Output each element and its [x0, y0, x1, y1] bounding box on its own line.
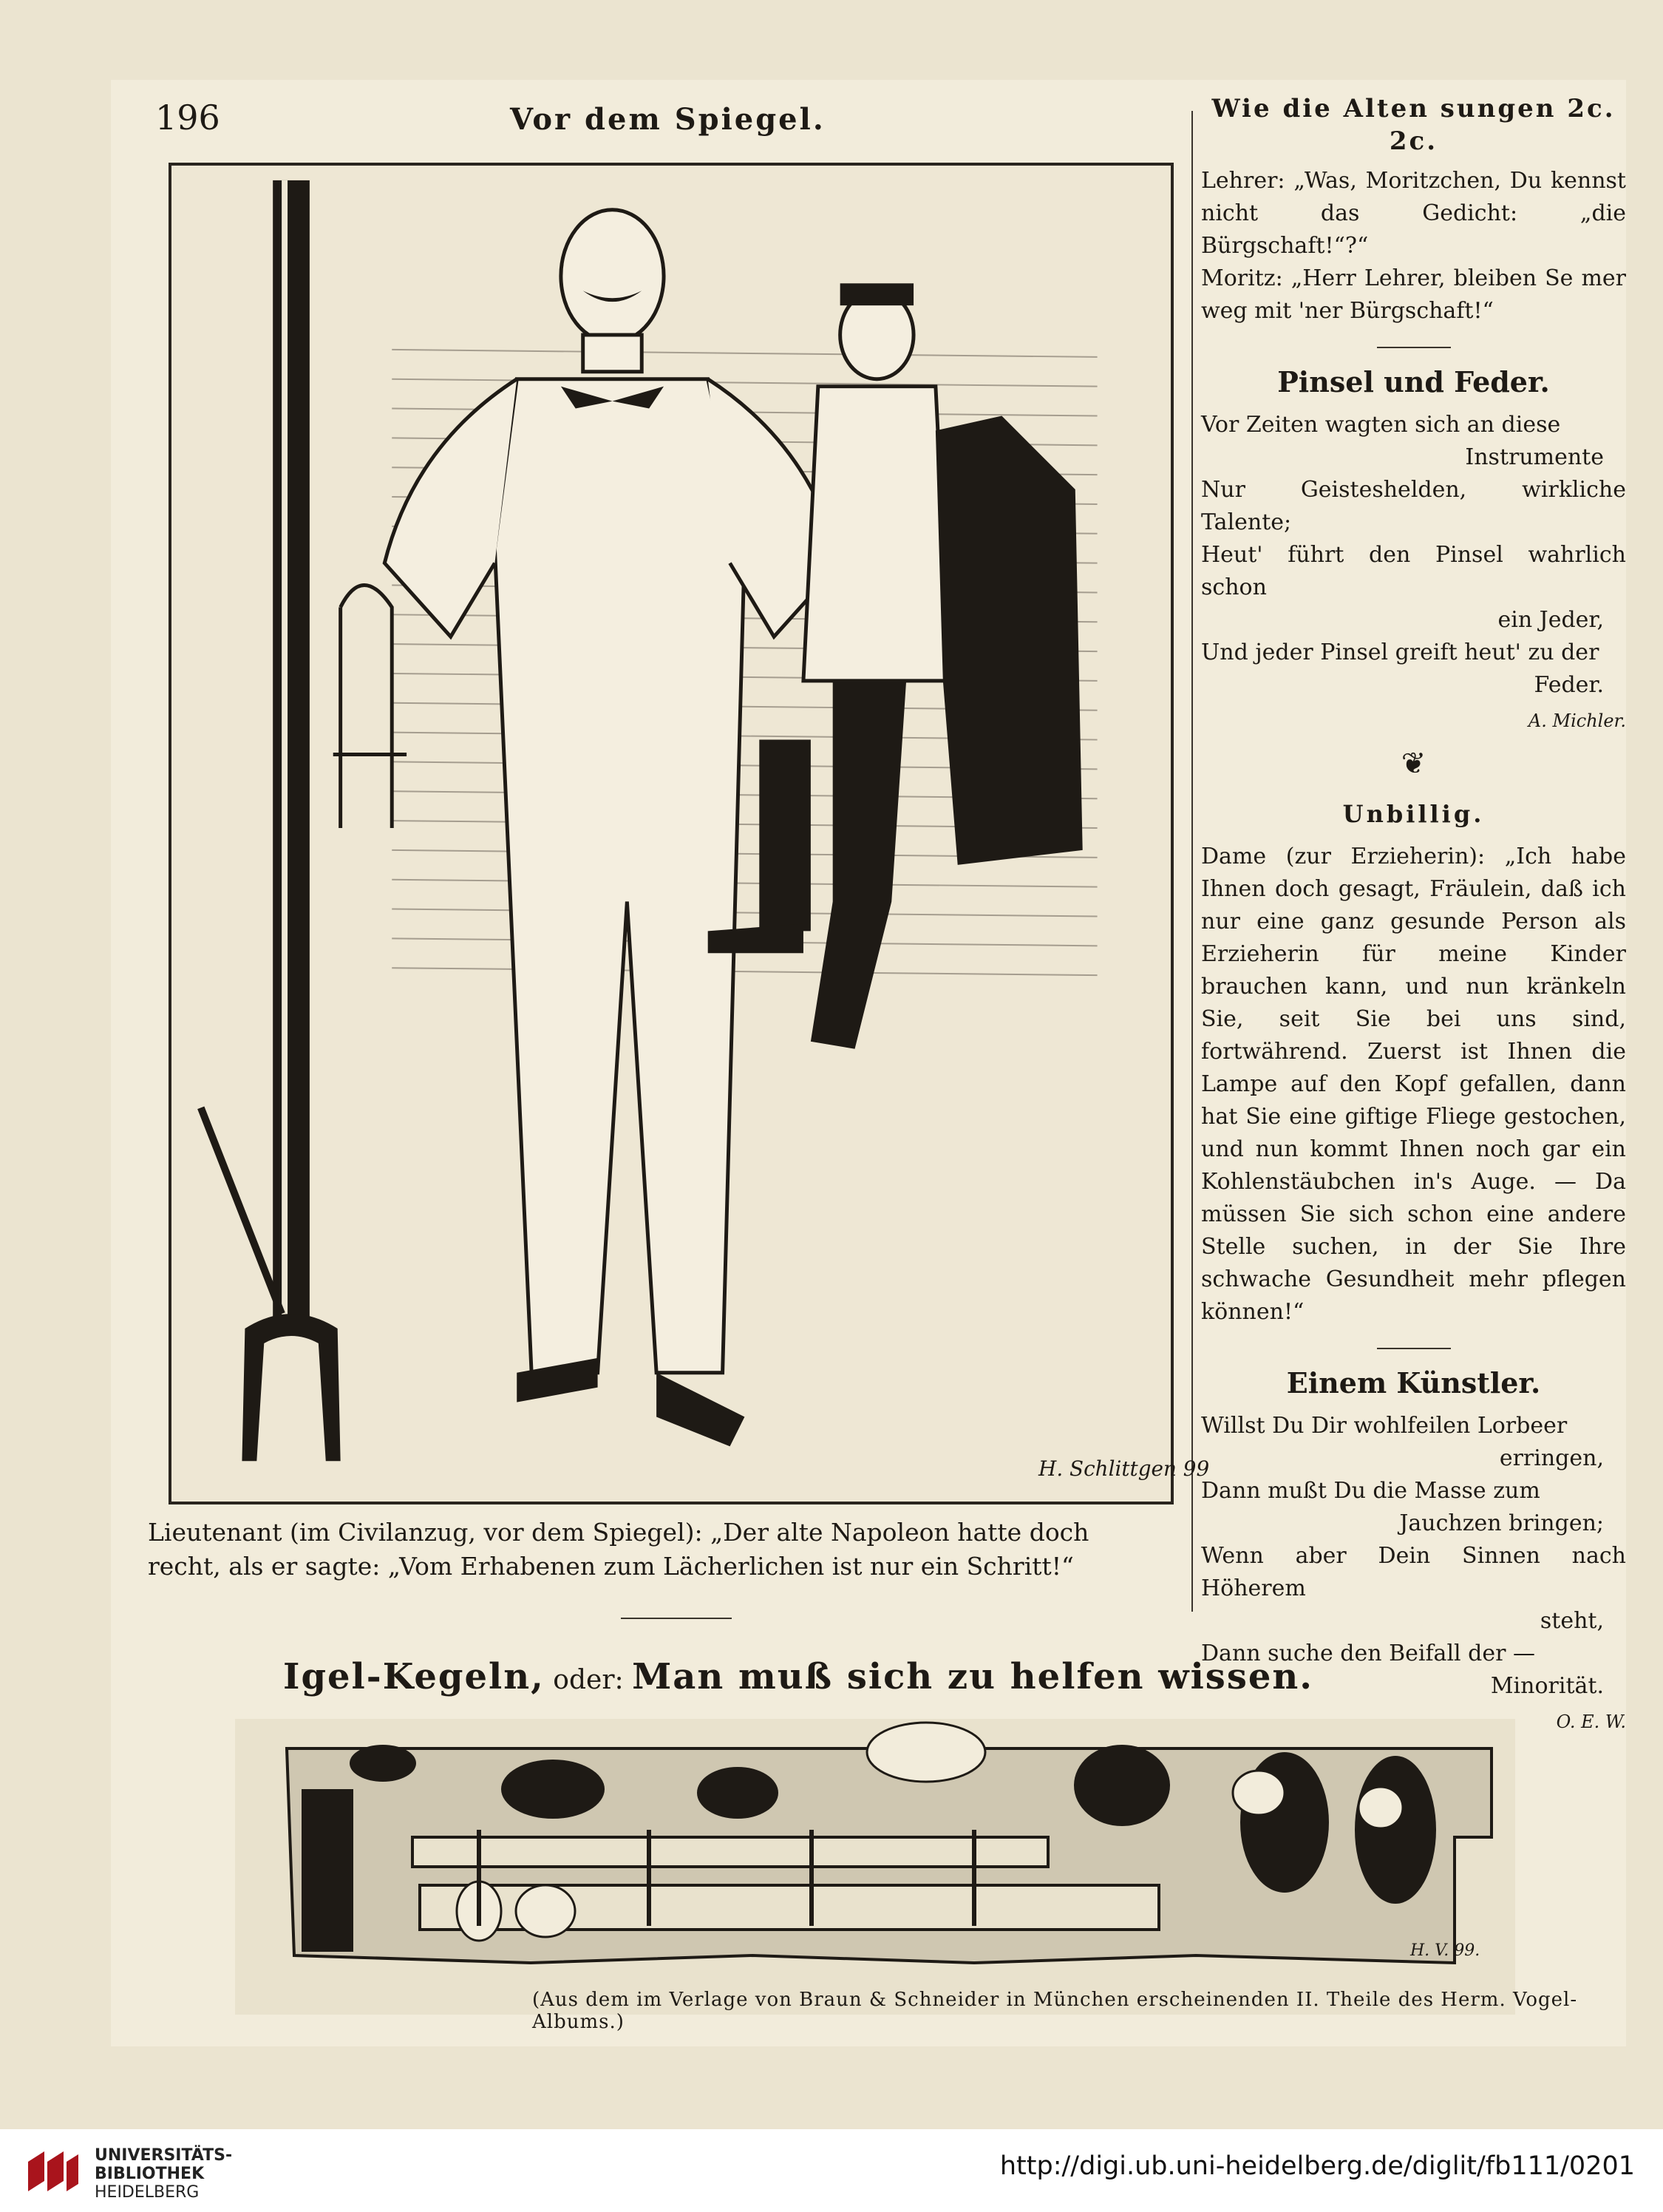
illustration-title: Vor dem Spiegel.: [510, 102, 826, 137]
column-divider: [1191, 111, 1193, 1612]
piece-text-unbillig: Dame (zur Erzieherin): „Ich habe Ihnen doch gesagt, Fräulein, daß ich nur eine ganz gesunde Person als Erzieherin für meine Kinder brauchen kann, und nun kränkeln Sie, seit Sie bei uns sind, fortwährend. Zuerst ist Ihnen die Lampe auf den Kopf gefallen, dann hat Sie eine giftige Fliege gestochen, und nun kommt Ihnen noch gar ein Kohlenstäubchen in's Auge. — Da müssen Sie sich schon eine andere Stelle suchen, in der Sie Ihre schwache Gesundheit mehr pflegen können!“: [1201, 844, 1626, 1325]
poem-line: Und jeder Pinsel greift heut' zu der: [1201, 639, 1599, 665]
caption-rule: [621, 1618, 732, 1619]
dialogue-moritz: Moritz: „Herr Lehrer, bleiben Se mer weg mit 'ner Bürgschaft!“: [1201, 265, 1626, 324]
library-logo-text: [95, 2146, 232, 2202]
hedgehog-bowling-illustration: [235, 1719, 1515, 2015]
piece-title-unbillig: Unbillig.: [1342, 800, 1485, 828]
poem-author: O. E. W.: [1556, 1711, 1626, 1732]
poem-title-pinsel: Pinsel und Feder.: [1277, 365, 1550, 398]
bottom-illustration-signature: H. V. 99.: [1410, 1941, 1480, 1960]
illustration-drawing: [171, 166, 1210, 1502]
mirror-illustration: [169, 163, 1210, 1504]
poem-line: Dann suche den Beifall der —: [1201, 1641, 1536, 1666]
logo-line-3: HEIDELBERG: [95, 2183, 200, 2202]
title-part-1: Igel-Kegeln,: [283, 1656, 545, 1697]
section-rule: [1377, 347, 1451, 348]
poem-line: Nur Geisteshelden, wirkliche Talente;: [1201, 477, 1626, 535]
poem-line: Wenn aber Dein Sinnen nach Höherem: [1201, 1543, 1626, 1601]
leaf-ornament-icon: ❦: [1401, 747, 1426, 781]
poem-line: Willst Du Dir wohlfeilen Lorbeer: [1201, 1413, 1568, 1439]
poem-line: steht,: [1540, 1608, 1604, 1634]
library-logo-icon: [22, 2145, 81, 2197]
poem-line: Minorität.: [1490, 1673, 1604, 1699]
source-note: (Aus dem im Verlage von Braun & Schneider in München erscheinenden II. Theile des Herm. Vogel-Albums.): [532, 1989, 1578, 2033]
bottom-illustration-title: [222, 1656, 1375, 1697]
poem-line: erringen,: [1499, 1445, 1604, 1471]
caption-line-2: recht, als er sagte: „Vom Erhabenen zum Lächerlichen ist nur ein Schritt!“: [148, 1552, 1074, 1581]
caption-line-1: Lieutenant (im Civilanzug, vor dem Spiegel): „Der alte Napoleon hatte doch: [148, 1518, 1089, 1547]
bottom-illustration-drawing: [235, 1719, 1515, 2015]
logo-line-2: BIBLIOTHEK: [95, 2165, 205, 2183]
page-number: 196: [155, 98, 220, 138]
title-part-2: oder:: [544, 1665, 633, 1695]
poem-line: Heut' führt den Pinsel wahrlich schon: [1201, 542, 1626, 600]
logo-line-1: UNIVERSITÄTS-: [95, 2146, 233, 2165]
poem-line: ein Jeder,: [1497, 607, 1604, 633]
poem-line: Instrumente: [1465, 444, 1604, 470]
poem-author: A. Michler.: [1528, 710, 1626, 731]
section-rule: [1377, 1348, 1451, 1349]
dialogue-teacher: Lehrer: „Was, Moritzchen, Du kennst nicht das Gedicht: „die Bürgschaft!“?“: [1201, 168, 1626, 259]
title-part-3: Man muß sich zu helfen wissen.: [632, 1656, 1313, 1697]
poem-line: Vor Zeiten wagten sich an diese: [1201, 412, 1561, 438]
permalink-url[interactable]: http://digi.ub.uni-heidelberg.de/diglit/fb111/0201: [999, 2151, 1635, 2181]
poem-line: Dann mußt Du die Masse zum: [1201, 1478, 1540, 1504]
poem-line: Feder.: [1534, 672, 1604, 698]
illustration-caption: [148, 1516, 1190, 1584]
poem-title-kuenstler: Einem Künstler.: [1286, 1366, 1541, 1400]
right-column-heading: Wie die Alten sungen 2c. 2c.: [1211, 94, 1616, 156]
right-column: [1201, 92, 1626, 1785]
illustration-signature: H. Schlittgen 99: [1038, 1456, 1210, 1482]
poem-line: Jauchzen bringen;: [1399, 1510, 1604, 1536]
